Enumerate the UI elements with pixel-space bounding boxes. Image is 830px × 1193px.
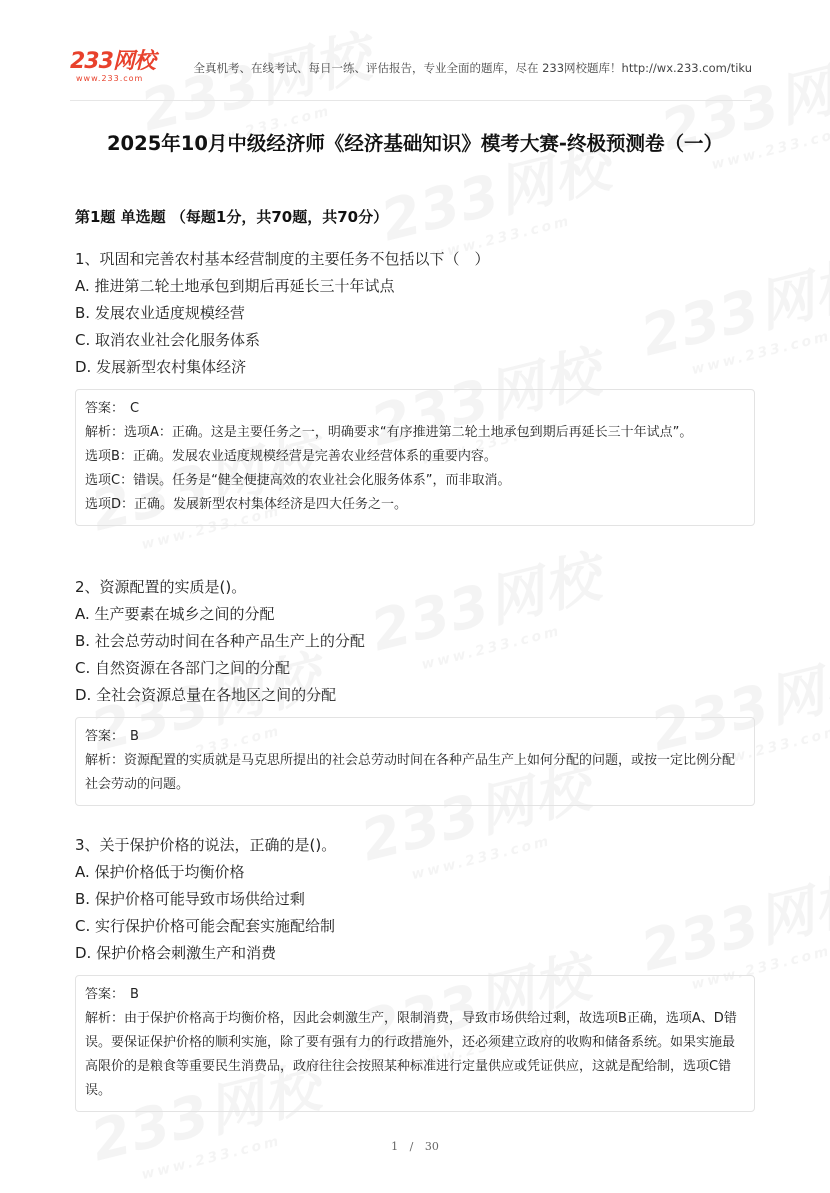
option-c: C. 取消农业社会化服务体系	[75, 331, 261, 349]
option-b: B. 社会总劳动时间在各种产品生产上的分配	[75, 632, 365, 650]
analysis-line: 解析：选项A：正确。这是主要任务之一，明确要求“有序推进第二轮土地承包到期后再延长三十年试点”。	[85, 425, 693, 440]
page-number	[0, 1140, 830, 1153]
option-c: C. 实行保护价格可能会配套实施配给制	[75, 917, 336, 935]
page-separator: /	[409, 1140, 414, 1153]
analysis-line: 选项C：错误。任务是“健全便捷高效的农业社会化服务体系”，而非取消。	[85, 473, 511, 488]
option-c: C. 自然资源在各部门之间的分配	[75, 659, 291, 677]
analysis-line: 解析：由于保护价格高于均衡价格，因此会刺激生产，限制消费，导致市场供给过剩，故选项B正确，选项A、D错误。要保证保护价格的顺利实施，除了要有强有力的行政措施外，还必须建立政府的收购和储备系统。如果实施最高限价的是粮食等重要民生消费品，政府往往会按照某种标准进行定量供应或凭证供应，这就是配给制，选项C错误。	[85, 1011, 737, 1098]
option-b: B. 发展农业适度规模经营	[75, 304, 245, 322]
current-page: 1	[391, 1140, 399, 1153]
question-3	[75, 832, 755, 1112]
option-d: D. 发展新型农村集体经济	[75, 358, 247, 376]
option-a: A. 保护价格低于均衡价格	[75, 863, 245, 881]
logo	[70, 50, 166, 83]
logo-sub: www.233.com	[76, 74, 144, 83]
analysis-line: 选项B：正确。发展农业适度规模经营是完善农业经营体系的重要内容。	[85, 449, 497, 464]
answer-line	[85, 983, 744, 1007]
section-heading: 第1题 单选题 （每题1分，共70题，共70分）	[75, 208, 389, 226]
answer-label: 答案：	[85, 987, 125, 1002]
answer-box	[75, 717, 755, 806]
question-2	[75, 574, 755, 806]
question-stem: 2、资源配置的实质是()。	[75, 578, 247, 596]
answer-value: B	[130, 987, 139, 1002]
option-b: B. 保护价格可能导致市场供给过剩	[75, 890, 305, 908]
header-slogan: 全真机考、在线考试、每日一练、评估报告，专业全面的题库，尽在 233网校题库！http://wx.233.com/tiku	[193, 61, 752, 75]
page-title: 2025年10月中级经济师《经济基础知识》模考大赛-终极预测卷（一）	[106, 132, 723, 155]
option-a: A. 生产要素在城乡之间的分配	[75, 605, 275, 623]
answer-value: C	[130, 401, 140, 416]
answer-box	[75, 975, 755, 1112]
option-d: D. 保护价格会刺激生产和消费	[75, 944, 277, 962]
answer-value: B	[130, 729, 139, 744]
answer-line	[85, 397, 744, 421]
question-stem: 3、关于保护价格的说法，正确的是()。	[75, 836, 337, 854]
question-stem: 1、巩固和完善农村基本经营制度的主要任务不包括以下（ ）	[75, 250, 490, 268]
answer-label: 答案：	[85, 401, 125, 416]
option-a: A. 推进第二轮土地承包到期后再延长三十年试点	[75, 277, 395, 295]
answer-label: 答案：	[85, 729, 125, 744]
logo-text: 233网校	[70, 49, 155, 74]
answer-box	[75, 389, 755, 526]
answer-line	[85, 725, 744, 749]
analysis-line: 解析：资源配置的实质就是马克思所提出的社会总劳动时间在各种产品生产上如何分配的问题，或按一定比例分配社会劳动的问题。	[85, 753, 736, 792]
option-d: D. 全社会资源总量在各地区之间的分配	[75, 686, 337, 704]
analysis-line: 选项D：正确。发展新型农村集体经济是四大任务之一。	[85, 497, 408, 512]
total-pages: 30	[424, 1140, 439, 1153]
page-header	[70, 50, 752, 101]
question-1	[75, 246, 755, 526]
